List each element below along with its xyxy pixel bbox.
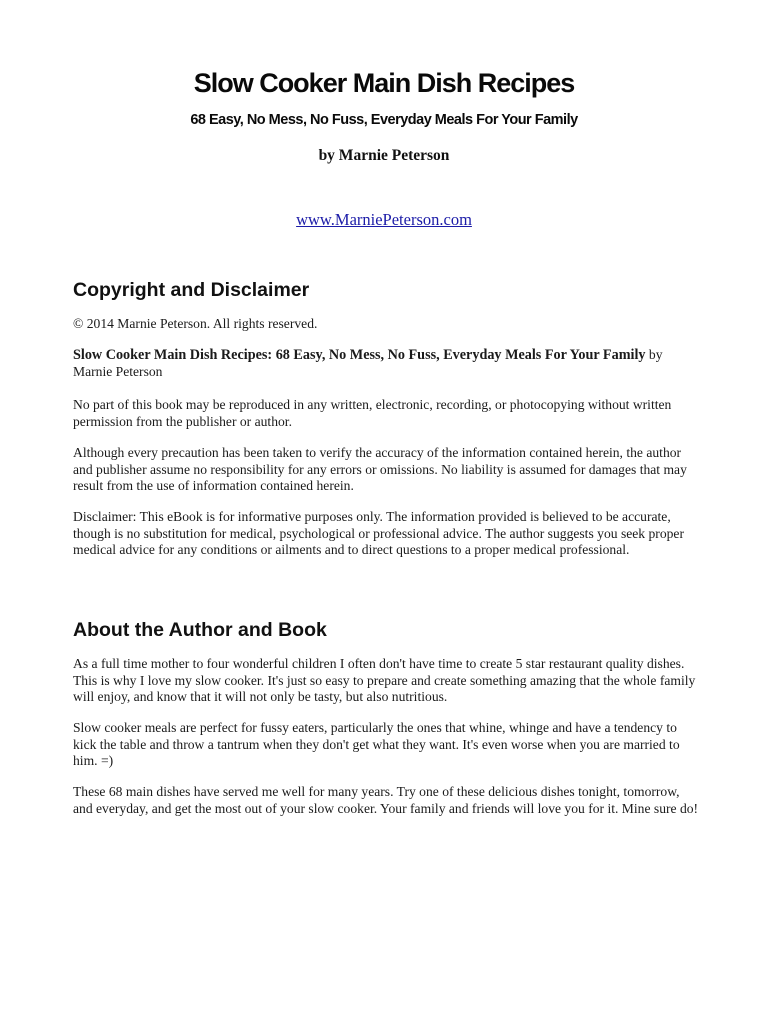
book-title-author: by Marnie Peterson [73,347,663,379]
about-heading: About the Author and Book [73,619,327,641]
liability-paragraph: Although every precaution has been taken to verify the accuracy of the information contained herein, the author and publisher assume no responsibility for any errors or omissions. No liability is assumed for damages that may result from the use of information contained herein. [73,445,687,493]
about-paragraph-3: These 68 main dishes have served me well for many years. Try one of these delicious dishes tonight, tomorrow, and everyday, and get the most out of your slow cooker. Your family and friends will love you for it. Mine sure do! [73,784,699,816]
disclaimer-paragraph: Disclaimer: This eBook is for informative purposes only. The information provided is believed to be accurate, though is no substitution for medical, psychological or professional advice. The author suggests you seek proper medical advice for any conditions or ailments and to direct questions to a proper medical professional. [73,509,684,557]
about-paragraph-1: As a full time mother to four wonderful children I often don't have time to create 5 star restaurant quality dishes. This is why I love my slow cooker. It's just so easy to prepare and create something amazing that the whole family will enjoy, and know that it will not only be tasty, but also nutritious. [73,656,696,704]
book-subtitle: 68 Easy, No Mess, No Fuss, Everyday Meals For Your Family [190,112,578,128]
book-title-bold: Slow Cooker Main Dish Recipes: 68 Easy, No Mess, No Fuss, Everyday Meals For Your Family [73,347,646,363]
about-paragraph-2: Slow cooker meals are perfect for fussy eaters, particularly the ones that whine, whinge and have a tendency to kick the table and throw a tantrum when they don't get what they want. It's even worse when you are married to him. =) [73,720,680,768]
book-title: Slow Cooker Main Dish Recipes [193,68,575,98]
website-link[interactable]: www.MarniePeterson.com [296,210,472,229]
website-link-container [0,210,768,230]
copyright-heading: Copyright and Disclaimer [73,279,310,301]
author-byline: by Marnie Peterson [318,147,450,164]
copyright-notice: © 2014 Marnie Peterson. All rights reserved. [73,316,318,331]
book-title-statement [73,347,703,380]
reproduction-paragraph: No part of this book may be reproduced in any written, electronic, recording, or photocopying without written permission from the publisher or author. [73,397,672,429]
